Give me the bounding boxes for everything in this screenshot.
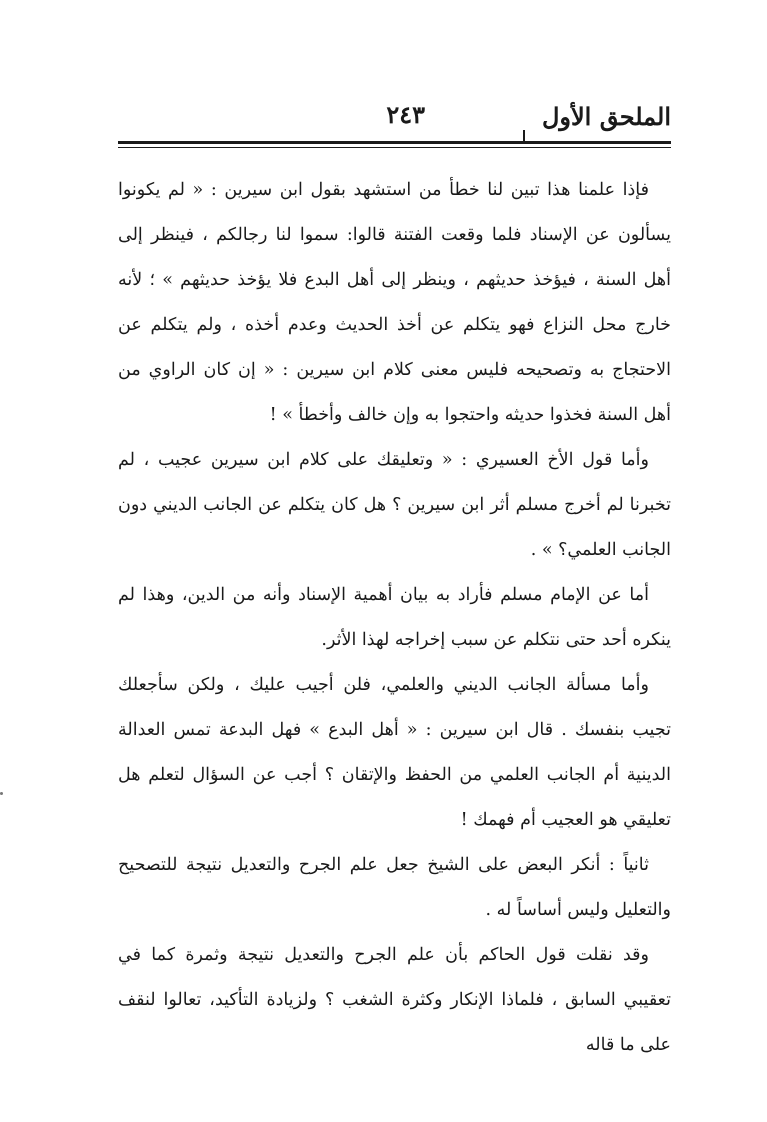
header-rule-thin <box>118 147 671 148</box>
paragraph: وأما مسألة الجانب الديني والعلمي، فلن أجيب عليك ، ولكن سأجعلك تجيب بنفسك . قال ابن سيرين : « أهل البدع » فهل البدعة تمس العدالة الدينية أم الجانب العلمي من الحفظ والإتقان ؟ أجب عن السؤال لتعلم هل تعليقي هو العجيب أم فهمك ! <box>118 675 671 830</box>
header-rule-thick <box>118 141 671 144</box>
paragraph: وقد نقلت قول الحاكم بأن علم الجرح والتعديل نتيجة وثمرة كما في تعقيبي السابق ، فلماذا الإنكار وكثرة الشغب ؟ ولزيادة التأكيد، تعالوا لنقف على ما قاله <box>118 945 671 1055</box>
page-header <box>118 96 671 140</box>
paragraph: فإذا علمنا هذا تبين لنا خطأ من استشهد بقول ابن سيرين : « لم يكونوا يسألون عن الإسناد فلما وقعت الفتنة قالوا: سموا لنا رجالكم ، فينظر إلى أهل السنة ، فيؤخذ حديثهم ، وينظر إلى أهل البدع فلا يؤخذ حديثهم » ؛ لأنه خارج محل النزاع فهو يتكلم عن أخذ الحديث وعدم أخذه ، ولم يتكلم عن الاحتجاج به وتصحيحه فليس معنى كلام ابن سيرين : « إن كان الراوي من أهل السنة فخذوا حديثه واحتجوا به وإن خالف وأخطأ » ! <box>118 180 671 425</box>
margin-speck <box>0 792 3 795</box>
paragraph: ثانياً : أنكر البعض على الشيخ جعل علم الجرح والتعديل نتيجة للتصحيح والتعليل وليس أساساً له . <box>118 855 671 920</box>
chapter-title: الملحق الأول <box>541 102 671 131</box>
paragraph: أما عن الإمام مسلم فأراد به بيان أهمية الإسناد وأنه من الدين، وهذا لم ينكره أحد حتى نتكلم عن سبب إخراجه لهذا الأثر. <box>118 585 671 650</box>
body-text <box>118 168 671 1068</box>
page-number: ٢٤٣ <box>386 100 425 129</box>
paragraph: وأما قول الأخ العسيري : « وتعليقك على كلام ابن سيرين عجيب ، لم تخبرنا لم أخرج مسلم أثر ابن سيرين ؟ هل كان يتكلم عن الجانب الديني دون الجانب العلمي؟ » . <box>118 450 671 560</box>
